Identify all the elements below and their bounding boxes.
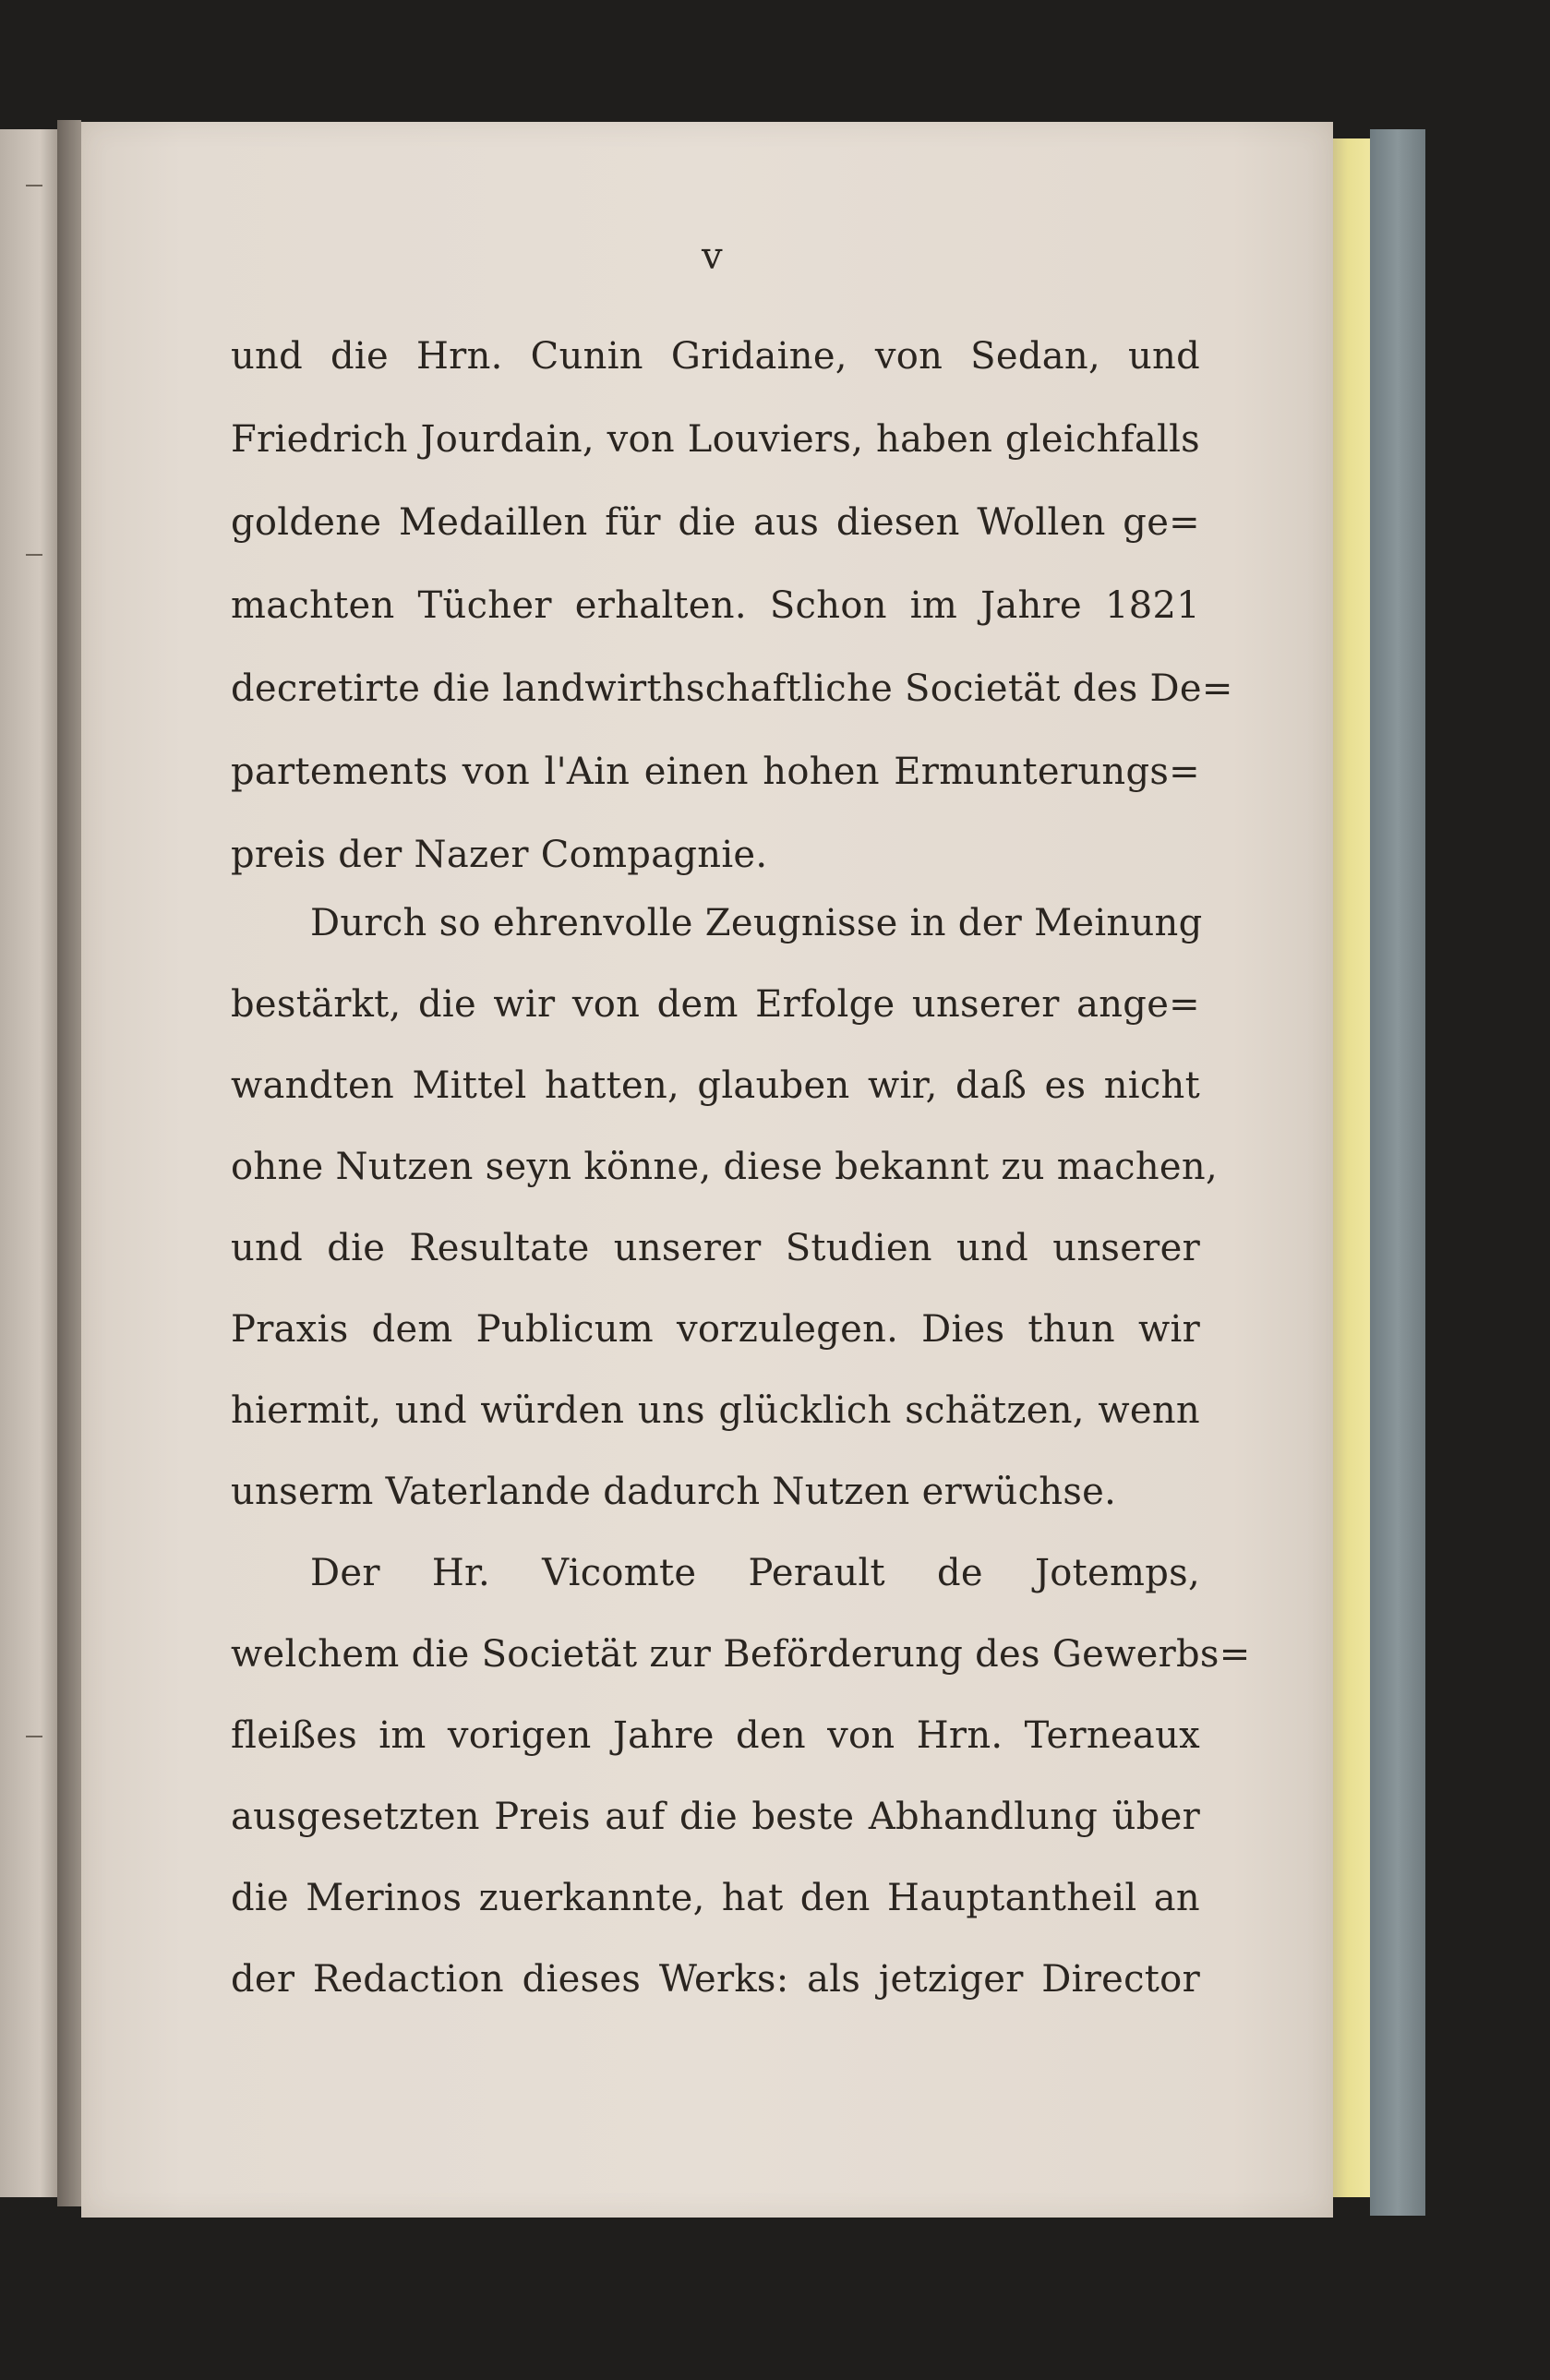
text-line: ausgesetzten Preis auf die beste Abhandlung über bbox=[231, 1796, 1200, 1838]
text-line: Praxis dem Publicum vorzulegen. Dies thun wir bbox=[231, 1308, 1200, 1351]
text-line: die Merinos zuerkannte, hat den Hauptantheil an bbox=[231, 1877, 1200, 1919]
text-line: fleißes im vorigen Jahre den von Hrn. Terneaux bbox=[231, 1714, 1200, 1757]
text-line: wandten Mittel hatten, glauben wir, daß es nicht bbox=[231, 1064, 1200, 1107]
text-line: preis der Nazer Compagnie. bbox=[231, 834, 768, 876]
page-block-edge bbox=[1333, 138, 1370, 2197]
text-line: der Redaction dieses Werks: als jetziger Director bbox=[231, 1958, 1200, 2001]
text-line: Durch so ehrenvolle Zeugnisse in der Meinung bbox=[310, 902, 1203, 944]
page-folio: v bbox=[702, 235, 723, 278]
margin-mark bbox=[26, 1736, 42, 1737]
text-line: decretirte die landwirthschaftliche Societät des De= bbox=[231, 667, 1233, 710]
book-cover-board bbox=[1370, 129, 1425, 2216]
text-line: unserm Vaterlande dadurch Nutzen erwüchse. bbox=[231, 1471, 1117, 1513]
text-line: welchem die Societät zur Beförderung des Gewerbs= bbox=[231, 1633, 1251, 1676]
margin-mark bbox=[26, 185, 42, 186]
text-line: goldene Medaillen für die aus diesen Wollen ge= bbox=[231, 501, 1200, 544]
text-line: hiermit, und würden uns glücklich schätzen, wenn bbox=[231, 1389, 1200, 1432]
book-gutter bbox=[57, 120, 81, 2206]
text-line: ohne Nutzen seyn könne, diese bekannt zu machen, bbox=[231, 1146, 1218, 1188]
text-line: machten Tücher erhalten. Schon im Jahre 1821 bbox=[231, 584, 1200, 627]
text-line: Friedrich Jourdain, von Louviers, haben gleichfalls bbox=[231, 418, 1200, 461]
text-line: Der Hr. Vicomte Perault de Jotemps, bbox=[310, 1552, 1200, 1594]
facing-page-edge bbox=[0, 129, 57, 2197]
text-line: und die Resultate unserer Studien und unserer bbox=[231, 1227, 1200, 1269]
margin-mark bbox=[26, 554, 42, 556]
text-line: bestärkt, die wir von dem Erfolge unserer ange= bbox=[231, 983, 1200, 1026]
text-line: und die Hrn. Cunin Gridaine, von Sedan, und bbox=[231, 335, 1200, 378]
text-line: partements von l'Ain einen hohen Ermunterungs= bbox=[231, 751, 1200, 793]
